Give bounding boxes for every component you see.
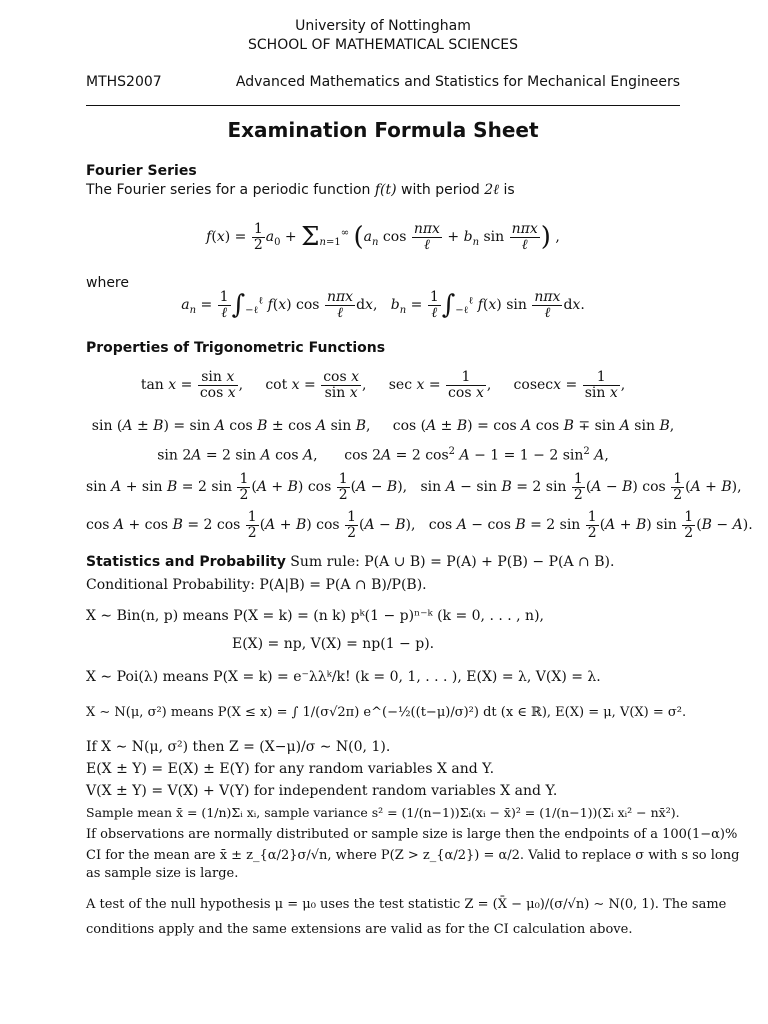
module-title: Advanced Mathematics and Statistics for Mechanical Engineers <box>235 74 680 90</box>
stats-heading-line <box>86 554 680 570</box>
hypothesis-test-line-1: A test of the null hypothesis μ = μ₀ uses the test statistic Z = (X̄ − μ₀)/(σ/√n) ∼ N(0, 1). The same <box>86 897 727 912</box>
sum-rule: Sum rule: P(A ∪ B) = P(A) + P(B) − P(A ∩ B). <box>285 554 615 570</box>
university-name: University of Nottingham <box>295 18 471 34</box>
trig-cosine-sum-formula: cos A + cos B = 2 cos $\frac{1}{2}$ (A + B) cos $\frac{1}{2}$ (A − B), cos A − cos B = 2 sin $\frac{1}{2}$ (A + B) sin $\frac{1}{2}$ (B − A). <box>86 509 753 541</box>
fourier-series-formula: f(x) = $\frac{1}{2}$ $a_0 + \Sigma_{n=1}^\infty$ ($a_n$ cos $\frac{\text{nπx}}{\text{ℓ}}$ + $b_n$ sin $\frac{\text{nπx}}{\text{ℓ}}$ ) , <box>206 221 560 253</box>
binomial-expectation: E(X) = np, V(X) = np(1 − p). <box>232 636 435 652</box>
trig-sum-angle-formula: sin (A ± B) = sin A cos B ± cos A sin B, cos (A ± B) = cos A cos B ∓ sin A sin B, <box>91 418 675 434</box>
trig-double-angle-formula: sin 2A = 2 sin A cos A, cos 2A = 2 $\cos^2 A - 1 = 1 - 2$ $\sin^2 A$, <box>157 446 609 464</box>
trig-sine-sum-formula: sin A + sin B = 2 sin $\frac{1}{2}$ (A + B) cos $\frac{1}{2}$ (A − B), sin A − sin B = 2 sin $\frac{1}{2}$ (A − B) cos $\frac{1}{2}$ (A + B), <box>86 471 742 503</box>
expectation-sum: E(X ± Y) = E(X) ± E(Y) for any random variables X and Y. <box>86 761 495 777</box>
hypothesis-test-line-2: conditions apply and the same extensions are valid as for the CI calculation above. <box>86 922 633 937</box>
binomial-distribution: X ∼ Bin(n, p) means P(X = k) = (n k) pᵏ(1 − p)ⁿ⁻ᵏ (k = 0, . . . , n), <box>86 608 544 624</box>
page-title: Examination Formula Sheet <box>227 118 539 142</box>
poisson-distribution: X ∼ Poi(λ) means P(X = k) = e⁻λλᵏ/k! (k = 0, 1, . . . ), E(X) = λ, V(X) = λ. <box>86 669 601 685</box>
stats-heading: Statistics and Probability <box>86 554 286 570</box>
variance-sum: V(X ± Y) = V(X) + V(Y) for independent random variables X and Y. <box>86 783 558 799</box>
header-divider <box>86 105 680 106</box>
normal-distribution: X ∼ N(μ, σ²) means P(X ≤ x) = ∫ 1/(σ√2π) e^(−½((t−μ)/σ)²) dt (x ∈ ℝ), E(X) = μ, V(X) = σ². <box>86 705 687 720</box>
sample-statistics: Sample mean x̄ = (1/n)Σᵢ xᵢ, sample variance s² = (1/(n−1))Σᵢ(xᵢ − x̄)² = (1/(n−1))(Σᵢ xᵢ² − nx̄²). <box>86 805 680 820</box>
module-code: MTHS2007 <box>86 74 162 90</box>
ci-line-3: as sample size is large. <box>86 866 239 881</box>
fourier-intro: The Fourier series for a periodic function f(t) with period 2ℓ is <box>86 182 515 198</box>
trig-ratios-formula: tan x = $\frac{\text{sin x}}{\text{cos x}}$ , cot x = $\frac{\text{cos x}}{\text{sin x}}$ , sec x = $\frac{1}{\text{cos x}}$ , cosecx = $\frac{1}{\text{sin x}}$ , <box>140 369 626 401</box>
trig-heading: Properties of Trigonometric Functions <box>86 340 386 356</box>
fourier-coefficients-formula: $a_n$ = $\frac{1}{\text{ℓ}}$ $\int_{-\ell}^\ell$ f(x) cos $\frac{\text{nπx}}{\text{ℓ}}$ dx, $b_n$ = $\frac{1}{\text{ℓ}}$ $\int_{-\ell}^\ell$ f(x) sin $\frac{\text{nπx}}{\text{ℓ}}$ dx. <box>181 289 585 321</box>
conditional-probability: Conditional Probability: P(A|B) = P(A ∩ B)/P(B). <box>86 577 427 593</box>
fourier-where: where <box>86 275 129 291</box>
school-name: SCHOOL OF MATHEMATICAL SCIENCES <box>248 37 518 53</box>
ci-line-2: CI for the mean are x̄ ± z_{α/2}σ/√n, where P(Z > z_{α/2}) = α/2. Valid to replace σ with s so long <box>86 848 740 863</box>
ci-line-1: If observations are normally distributed or sample size is large then the endpoints of a 100(1−α)% <box>86 827 738 842</box>
standardisation: If X ∼ N(μ, σ²) then Z = (X−μ)/σ ∼ N(0, 1). <box>86 739 391 755</box>
fourier-heading: Fourier Series <box>86 163 197 179</box>
